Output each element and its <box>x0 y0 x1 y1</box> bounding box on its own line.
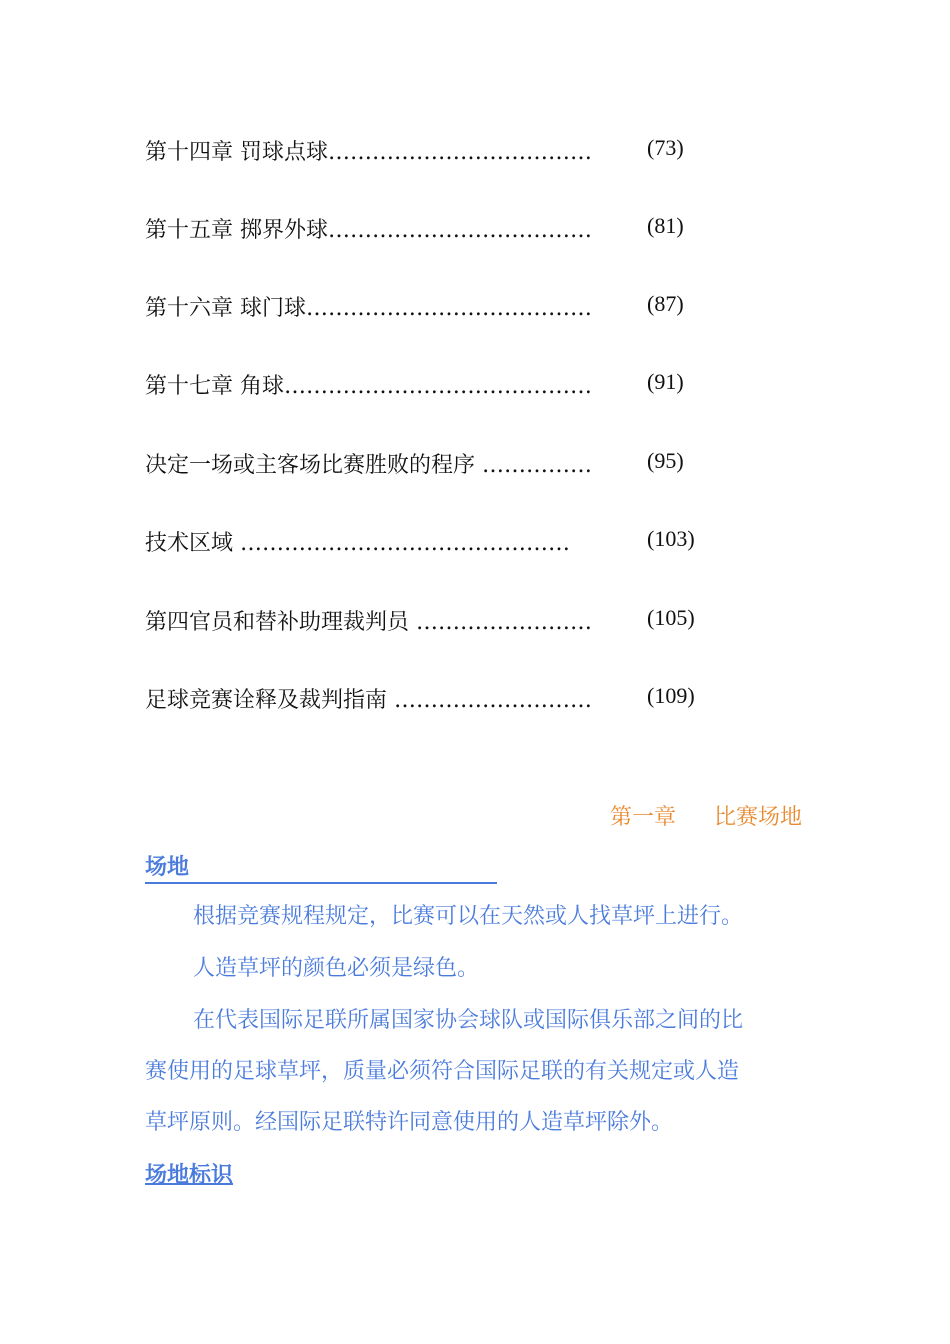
paragraph-line: 草坪原则。经国际足联特许同意使用的人造草坪除外。 <box>145 1110 674 1135</box>
toc-entry-page: (95) <box>647 448 684 473</box>
toc-entry-page: (109) <box>647 683 695 708</box>
paragraph-line: 在代表国际足联所属国家协会球队或国际俱乐部之间的比 <box>193 1008 744 1033</box>
toc-entry-title: 第十五章 掷界外球……………………………… <box>145 218 592 243</box>
toc-entry[interactable] <box>145 526 705 556</box>
toc-entry-title: 技术区域 ……………………………………… <box>145 531 570 556</box>
paragraph <box>145 995 807 1148</box>
paragraph-line: 人造草坪的颜色必须是绿色。 <box>193 956 480 981</box>
toc-entry-title: 第四官员和替补助理裁判员 …………………… <box>145 610 592 635</box>
toc-entry-page: (105) <box>647 605 695 630</box>
chapter-title: 比赛场地 <box>713 805 802 830</box>
toc-entry[interactable] <box>145 135 705 165</box>
toc-entry-page: (87) <box>647 291 684 316</box>
paragraph-line: 赛使用的足球草坪，质量必须符合国际足联的有关规定或人造 <box>145 1059 740 1084</box>
toc-entry[interactable] <box>145 605 705 635</box>
toc-entry-page: (73) <box>647 135 684 160</box>
toc-entry-title: 足球竞赛诠释及裁判指南 ……………………… <box>145 688 592 713</box>
toc-entry[interactable] <box>145 213 705 243</box>
section-heading-field-markings[interactable]: 场地标识 <box>145 1162 234 1188</box>
toc-entry[interactable] <box>145 683 705 713</box>
chapter-number: 第一章 <box>609 805 676 830</box>
toc-entry-title: 第十四章 罚球点球……………………………… <box>145 140 592 165</box>
toc-entry[interactable] <box>145 291 705 321</box>
toc-entry-page: (91) <box>647 369 684 394</box>
toc-entry-title: 第十六章 球门球………………………………… <box>145 296 592 321</box>
toc-entry[interactable] <box>145 369 705 399</box>
toc-entry-title: 第十七章 角球…………………………………… <box>145 374 592 399</box>
paragraph-line: 根据竞赛规程规定，比赛可以在天然或人找草坪上进行。 <box>193 904 744 929</box>
section-heading-field[interactable]: 场地 <box>145 850 497 884</box>
paragraph <box>145 943 807 994</box>
toc-entry[interactable] <box>145 448 705 478</box>
toc-entry-page: (81) <box>647 213 684 238</box>
chapter-heading <box>610 800 802 831</box>
paragraph <box>145 891 807 942</box>
toc-entry-page: (103) <box>647 526 695 551</box>
toc-entry-title: 决定一场或主客场比赛胜败的程序 …………… <box>145 453 592 478</box>
